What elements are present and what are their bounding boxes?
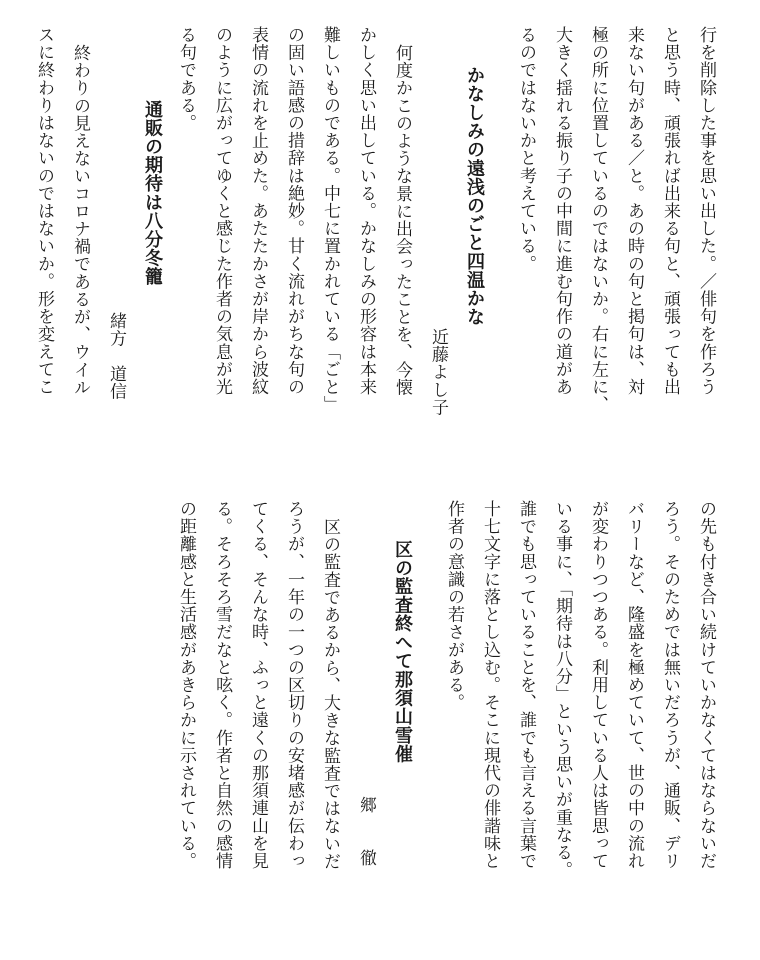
text-column: 来ない句がある／と。あの時の句と掲句は、対 — [624, 26, 644, 396]
text-column: 極の所に位置しているのではないか。右に左に、 — [588, 26, 608, 414]
comment-column: のように広がってゆくと感じた作者の気息が光 — [212, 26, 232, 396]
comment-column: スに終わりはないのではないか。形を変えてこ — [34, 26, 54, 396]
comment-column: 何度かこのような景に出会ったことを、今懐 — [392, 44, 412, 396]
comment-column: の距離感と生活感があきらかに示されている。 — [176, 500, 196, 870]
comment-column: ろう。そのためでは無いだろうが、通販、デリ — [660, 500, 680, 870]
comment-column: 区の監査であるから、大きな監査ではないだ — [320, 518, 340, 870]
haiku-title: かなしみの遠浅のごと四温かな — [464, 66, 485, 327]
comment-column: 作者の意識の若さがある。 — [444, 500, 464, 712]
comment-column: の固い語感の措辞は絶妙。甘く流れがちな句の — [284, 26, 304, 396]
comment-column: る。そろそろ雪だなと呟く。作者と自然の感情 — [212, 500, 232, 870]
text-column: 行を削除した事を思い出した。／俳句を作ろう — [696, 26, 716, 396]
comment-column: 難しいものである。中七に置かれている「ごと」 — [320, 26, 340, 414]
comment-column: 終わりの見えないコロナ禍であるが、ウイル — [70, 44, 90, 396]
haiku-author: 緒方 道信 — [106, 312, 126, 400]
comment-column: てくる、そんな時、ふっと遠くの那須連山を見 — [248, 500, 268, 870]
haiku-title: 通販の期待は八分冬籠 — [142, 100, 163, 286]
text-column: と思う時、頑張れば出来る句と、頑張っても出 — [660, 26, 680, 396]
comment-column: が変わりつつある。利用している人は皆思って — [588, 500, 608, 870]
comment-column: の先も付き合い続けていかなくてはならないだ — [696, 500, 716, 870]
comment-column: いる事に、「期待は八分」という思いが重なる。 — [552, 500, 572, 879]
comment-column: 十七文字に落とし込む。そこに現代の俳諧味と — [480, 500, 500, 870]
haiku-author: 近藤よし子 — [428, 328, 448, 416]
comment-column: バリーなど、隆盛を極めていて、世の中の流れ — [624, 500, 644, 870]
text-column: 大きく揺れる振り子の中間に進む句作の道があ — [552, 26, 572, 396]
text-column: るのではないかと考えている。 — [516, 26, 536, 273]
comment-column: ろうが、一年の一つの区切りの安堵感が伝わっ — [284, 500, 304, 870]
comment-column: 誰でも思っていることを、誰でも言える言葉で — [516, 500, 536, 870]
comment-column: かしく思い出している。かなしみの形容は本来 — [356, 26, 376, 396]
comment-column: 表情の流れを止めた。あたたかさが岸から波紋 — [248, 26, 268, 396]
comment-column: る句である。 — [176, 26, 196, 132]
haiku-author: 郷 徹 — [356, 796, 376, 867]
haiku-title: 区の監査終へて那須山雪催 — [392, 540, 413, 764]
